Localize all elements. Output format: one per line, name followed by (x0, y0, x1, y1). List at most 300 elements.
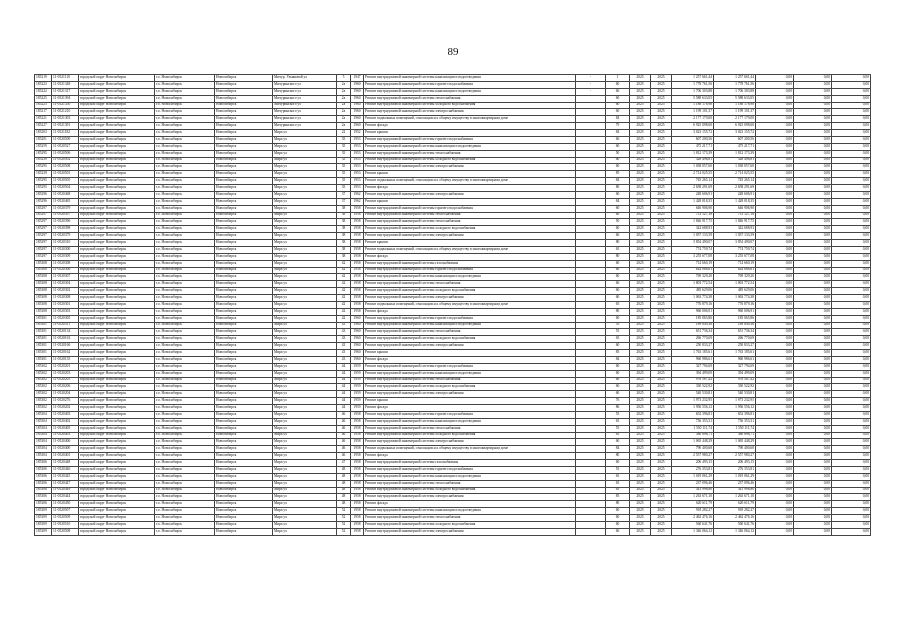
district-cell: городской округ Новосибирск (79, 453, 155, 460)
table-row (35, 336, 871, 343)
end-year-cell: 2025 (651, 178, 672, 185)
fund-c-cell: 0,00 (832, 295, 871, 302)
wear-cell: 60 (606, 288, 630, 295)
fund-a-cell: 0,00 (756, 102, 794, 109)
house-cell: 38 (337, 205, 351, 212)
street-cell: Мира ул (273, 521, 337, 528)
table-row (35, 171, 871, 178)
cost-cell: 1 763 185,61 (672, 350, 714, 357)
wear-cell: 60 (606, 109, 630, 116)
dash-cell (576, 405, 606, 412)
table-row (35, 466, 871, 473)
fund-a-cell: 0,00 (756, 425, 794, 432)
locality-cell: г.о. Новосибирск (155, 233, 215, 240)
code-cell: 11-0520400 (52, 446, 79, 453)
end-year-cell: 2025 (651, 116, 672, 123)
end-year-cell: 2025 (651, 240, 672, 247)
code-cell: 11-0520446 (52, 466, 79, 473)
end-year-cell: 2025 (651, 288, 672, 295)
end-year-cell: 2025 (651, 405, 672, 412)
total-cost-cell: 2 557 980,27 (714, 453, 756, 460)
table-row (35, 480, 871, 487)
street-cell: Мира ул (273, 212, 337, 219)
street-cell: Мира ул (273, 494, 337, 501)
fund-c-cell: 0,00 (832, 81, 871, 88)
total-cost-cell: 736 353,31 (714, 418, 756, 425)
city-cell: Новосибирск (215, 116, 273, 123)
house-cell: 35 (337, 185, 351, 192)
work-type-cell: Ремонт крыши (364, 171, 576, 178)
fund-c-cell: 0,00 (832, 233, 871, 240)
end-year-cell: 2025 (651, 205, 672, 212)
table-row (35, 123, 871, 130)
year-cell: 1962 (351, 191, 364, 198)
work-type-cell: Ремонт внутридомовой инженерной системы электроснабжения (364, 439, 576, 446)
code-cell: 11-0520379 (52, 205, 79, 212)
fund-a-cell: 0,00 (756, 171, 794, 178)
dash-cell (576, 102, 606, 109)
street-cell: Мира ул (273, 260, 337, 267)
work-type-cell: Ремонт внутридомовой инженерной системы электроснабжения (364, 494, 576, 501)
cost-cell: 1 550 111,74 (672, 425, 714, 432)
table-row (35, 439, 871, 446)
locality-cell: г.о. Новосибирск (155, 219, 215, 226)
start-year-cell: 2025 (630, 370, 651, 377)
work-type-cell: Ремонт внутридомовой инженерной системы холодного водоснабжения (364, 521, 576, 528)
fund-a-cell: 0,00 (756, 226, 794, 233)
district-cell: городской округ Новосибирск (79, 322, 155, 329)
id-cell: 185239 (35, 171, 52, 178)
id-cell: 185222 (35, 88, 52, 95)
house-cell: 35 (337, 136, 351, 143)
end-year-cell: 2025 (651, 425, 672, 432)
total-cost-cell: 3 854 490,07 (714, 240, 756, 247)
district-cell: городской округ Новосибирск (79, 439, 155, 446)
year-cell: 1953 (351, 178, 364, 185)
end-year-cell: 2025 (651, 281, 672, 288)
end-year-cell: 2025 (651, 143, 672, 150)
code-cell: 11-0520527 (52, 143, 79, 150)
district-cell: городской округ Новосибирск (79, 191, 155, 198)
locality-cell: г.о. Новосибирск (155, 446, 215, 453)
end-year-cell: 2025 (651, 370, 672, 377)
dash-cell (576, 301, 606, 308)
cost-cell: 237 096,46 (672, 480, 714, 487)
end-year-cell: 2025 (651, 398, 672, 405)
fund-c-cell: 0,00 (832, 501, 871, 508)
dash-cell (576, 109, 606, 116)
fund-c-cell: 0,00 (832, 260, 871, 267)
code-cell: 11-0521350 (52, 102, 79, 109)
locality-cell: г.о. Новосибирск (155, 473, 215, 480)
house-cell: 48 (337, 466, 351, 473)
fund-c-cell: 0,00 (832, 130, 871, 137)
fund-b-cell: 0,00 (794, 102, 832, 109)
id-cell: 185201 (35, 136, 52, 143)
year-cell: 1958 (351, 281, 364, 288)
cost-cell: 3 854 490,07 (672, 240, 714, 247)
city-cell: Новосибирск (215, 288, 273, 295)
work-type-cell: Ремонт фасада (364, 453, 576, 460)
locality-cell: г.о. Новосибирск (155, 185, 215, 192)
end-year-cell: 2025 (651, 185, 672, 192)
table-row (35, 136, 871, 143)
work-type-cell: Ремонт внутридомовой инженерной системы канализации и водоотведения (364, 473, 576, 480)
street-cell: Мира ул (273, 143, 337, 150)
total-cost-cell: 652 396,81 (714, 411, 756, 418)
city-cell: Новосибирск (215, 480, 273, 487)
code-cell: 11-0521348 (52, 81, 79, 88)
table-row (35, 356, 871, 363)
locality-cell: г.о. Новосибирск (155, 95, 215, 102)
table-row (35, 515, 871, 522)
city-cell: Новосибирск (215, 329, 273, 336)
cost-cell: 978 567,42 (672, 377, 714, 384)
year-cell: 1958 (351, 240, 364, 247)
house-cell: 2а (337, 88, 351, 95)
repair-program-table (34, 74, 871, 536)
street-cell: Мира ул (273, 336, 337, 343)
street-cell: Мира ул (273, 185, 337, 192)
city-cell: Новосибирск (215, 453, 273, 460)
fund-b-cell: 0,00 (794, 205, 832, 212)
year-cell: 1958 (351, 466, 364, 473)
cost-cell: 3 255 677,08 (672, 253, 714, 260)
work-type-cell: Ремонт внутридомовой инженерной системы холодного водоснабжения (364, 336, 576, 343)
cost-cell: 1 346 064,12 (672, 528, 714, 535)
cost-cell: 2 557 980,27 (672, 453, 714, 460)
id-cell: 185308 (35, 295, 52, 302)
total-cost-cell: 978 567,42 (714, 377, 756, 384)
city-cell: Новосибирск (215, 370, 273, 377)
locality-cell: г.о. Новосибирск (155, 432, 215, 439)
end-year-cell: 2025 (651, 460, 672, 467)
total-cost-cell: 327 794,69 (714, 363, 756, 370)
table-row (35, 350, 871, 357)
fund-c-cell: 0,00 (832, 205, 871, 212)
cost-cell: 330 522,92 (672, 384, 714, 391)
fund-a-cell: 0,00 (756, 473, 794, 480)
table-row (35, 88, 871, 95)
dash-cell: - (576, 75, 606, 82)
start-year-cell: 2025 (630, 274, 651, 281)
total-cost-cell: 341 996,80 (714, 487, 756, 494)
start-year-cell: 2025 (630, 391, 651, 398)
fund-c-cell: 0,00 (832, 473, 871, 480)
locality-cell: г.о. Новосибирск (155, 150, 215, 157)
fund-b-cell: 0,00 (794, 191, 832, 198)
house-cell: 44 (337, 370, 351, 377)
year-cell: 1958 (351, 453, 364, 460)
cost-cell: 327 794,69 (672, 363, 714, 370)
fund-c-cell: 0,00 (832, 164, 871, 171)
id-cell: 185309 (35, 508, 52, 515)
fund-a-cell: 0,00 (756, 157, 794, 164)
cost-cell: 2 177 179,00 (672, 116, 714, 123)
dash-cell (576, 136, 606, 143)
id-cell: 185301 (35, 315, 52, 322)
id-cell: 185306 (35, 473, 52, 480)
house-cell: 46 (337, 439, 351, 446)
table-row (35, 157, 871, 164)
locality-cell: г.о. Новосибирск (155, 343, 215, 350)
wear-cell: 55 (606, 466, 630, 473)
table-row (35, 288, 871, 295)
work-type-cell: Ремонт фасада (364, 123, 576, 130)
district-cell: городской округ Новосибирск (79, 136, 155, 143)
year-cell: 1960 (351, 88, 364, 95)
total-cost-cell: 776 879,16 (714, 301, 756, 308)
house-cell: 44 (337, 398, 351, 405)
locality-cell: г.о. Новосибирск (155, 453, 215, 460)
end-year-cell: 2025 (651, 109, 672, 116)
street-cell: Мичуринского ул (273, 95, 337, 102)
cost-cell: 276 353,81 (672, 466, 714, 473)
district-cell: городской округ Новосибирск (79, 157, 155, 164)
total-cost-cell: 485 629,06 (714, 288, 756, 295)
wear-cell: 60 (606, 528, 630, 535)
house-cell: 42 (337, 267, 351, 274)
year-cell: 1958 (351, 515, 364, 522)
fund-c-cell: 0,00 (832, 178, 871, 185)
table-row (35, 398, 871, 405)
fund-a-cell: 0,00 (756, 191, 794, 198)
wear-cell: 55 (606, 411, 630, 418)
fund-b-cell: 0,00 (794, 150, 832, 157)
code-cell: 11-0520304 (52, 281, 79, 288)
work-type-cell: Ремонт внутридомовой инженерной системы теплоснабжения (364, 480, 576, 487)
total-cost-cell: 960 986,61 (714, 356, 756, 363)
district-cell: городской округ Новосибирск (79, 480, 155, 487)
cost-cell: 1 973 232,95 (672, 398, 714, 405)
code-cell: 11-0520306 (52, 267, 79, 274)
city-cell: Новосибирск (215, 205, 273, 212)
fund-a-cell: 0,00 (756, 329, 794, 336)
street-cell: Мира ул (273, 480, 337, 487)
code-cell: 11-0520163 (52, 336, 79, 343)
district-cell: городской округ Новосибирск (79, 260, 155, 267)
table-row (35, 446, 871, 453)
fund-a-cell: 0,00 (756, 81, 794, 88)
wear-cell: 60 (606, 95, 630, 102)
year-cell: 1960 (351, 336, 364, 343)
street-cell: Мира ул (273, 219, 337, 226)
end-year-cell: 2025 (651, 246, 672, 253)
total-cost-cell: 1 199 101,37 (714, 109, 756, 116)
street-cell: Мира ул (273, 191, 337, 198)
total-cost-cell: 745 265,14 (714, 178, 756, 185)
fund-c-cell: 0,00 (832, 136, 871, 143)
fund-b-cell: 0,00 (794, 130, 832, 137)
street-cell: Мира ул (273, 398, 337, 405)
fund-c-cell: 0,00 (832, 487, 871, 494)
table-row (35, 185, 871, 192)
district-cell: городской округ Новосибирск (79, 281, 155, 288)
table-row (35, 260, 871, 267)
end-year-cell: 2025 (651, 487, 672, 494)
start-year-cell: 2025 (630, 171, 651, 178)
fund-b-cell: 0,00 (794, 418, 832, 425)
house-cell: 44 (337, 377, 351, 384)
fund-c-cell: 0,00 (832, 460, 871, 467)
house-cell: 38 (337, 246, 351, 253)
id-cell: 185308 (35, 301, 52, 308)
district-cell: городской округ Новосибирск (79, 363, 155, 370)
dash-cell (576, 473, 606, 480)
total-cost-cell: 1 846 917,75 (714, 219, 756, 226)
year-cell: 1953 (351, 157, 364, 164)
table-row (35, 240, 871, 247)
locality-cell: г.о. Новосибирск (155, 329, 215, 336)
start-year-cell: 2025 (630, 185, 651, 192)
code-cell: 11-0520307 (52, 274, 79, 281)
fund-b-cell: 0,00 (794, 494, 832, 501)
street-cell: Мира ул (273, 350, 337, 357)
house-cell: 44 (337, 391, 351, 398)
district-cell: городской округ Новосибирск (79, 240, 155, 247)
street-cell: Мира ул (273, 473, 337, 480)
fund-c-cell: 0,00 (832, 336, 871, 343)
end-year-cell: 2025 (651, 418, 672, 425)
work-type-cell: Ремонт внутридомовой инженерной системы теплоснабжения (364, 425, 576, 432)
work-type-cell: Ремонт внутридомовой инженерной системы электроснабжения (364, 164, 576, 171)
dash-cell (576, 425, 606, 432)
end-year-cell: 2025 (651, 150, 672, 157)
city-cell: Новосибирск (215, 226, 273, 233)
dash-cell (576, 501, 606, 508)
street-cell: Мира ул (273, 246, 337, 253)
start-year-cell: 2025 (630, 343, 651, 350)
end-year-cell: 2025 (651, 494, 672, 501)
total-cost-cell: 3 255 677,08 (714, 253, 756, 260)
wear-cell: 60 (606, 363, 630, 370)
house-cell: 46 (337, 411, 351, 418)
id-cell: 185304 (35, 453, 52, 460)
table-row (35, 233, 871, 240)
dash-cell (576, 191, 606, 198)
street-cell: Мира ул (273, 178, 337, 185)
wear-cell: 65 (606, 480, 630, 487)
code-cell: 11-0521317 (52, 88, 79, 95)
fund-a-cell: 0,00 (756, 185, 794, 192)
cost-cell: 1 199 101,37 (672, 109, 714, 116)
street-cell: Мира ул (273, 288, 337, 295)
start-year-cell: 2025 (630, 356, 651, 363)
house-cell: 42 (337, 315, 351, 322)
total-cost-cell: 1 065 448,29 (714, 439, 756, 446)
district-cell: городской округ Новосибирск (79, 308, 155, 315)
house-cell: 43 (337, 350, 351, 357)
end-year-cell: 2025 (651, 75, 672, 82)
id-cell: 185223 (35, 102, 52, 109)
code-cell: 11-0520507 (52, 508, 79, 515)
start-year-cell: 2025 (630, 88, 651, 95)
end-year-cell: 2025 (651, 102, 672, 109)
id-cell: 185304 (35, 418, 52, 425)
fund-a-cell: 0,00 (756, 205, 794, 212)
code-cell: 11-0521210 (52, 109, 79, 116)
city-cell: Новосибирск (215, 274, 273, 281)
house-cell: 43 (337, 336, 351, 343)
wear-cell: 84 (606, 116, 630, 123)
city-cell: Новосибирск (215, 178, 273, 185)
dash-cell (576, 322, 606, 329)
start-year-cell: 2025 (630, 109, 651, 116)
id-cell: 185301 (35, 350, 52, 357)
fund-c-cell: 0,00 (832, 528, 871, 535)
year-cell: 1960 (351, 315, 364, 322)
city-cell: Новосибирск (215, 425, 273, 432)
city-cell: Новосибирск (215, 157, 273, 164)
code-cell: 11-0520503 (52, 171, 79, 178)
cost-cell: 341 996,80 (672, 487, 714, 494)
fund-b-cell: 0,00 (794, 81, 832, 88)
total-cost-cell: 248 606,91 (714, 191, 756, 198)
cost-cell: 1 019 061,29 (672, 473, 714, 480)
year-cell: 1958 (351, 233, 364, 240)
total-cost-cell: 1 778 761,56 (714, 81, 756, 88)
locality-cell: г.о. Новосибирск (155, 164, 215, 171)
id-cell: 185302 (35, 370, 52, 377)
cost-cell: 3 023 155,72 (672, 130, 714, 137)
cost-cell: 1 803 772,54 (672, 281, 714, 288)
start-year-cell: 2025 (630, 418, 651, 425)
code-cell: 11-0520308 (52, 260, 79, 267)
city-cell: Новосибирск (215, 356, 273, 363)
fund-b-cell: 0,00 (794, 515, 832, 522)
table-row (35, 130, 871, 137)
district-cell: городской округ Новосибирск (79, 171, 155, 178)
fund-a-cell: 0,00 (756, 494, 794, 501)
dash-cell (576, 398, 606, 405)
house-cell: 43 (337, 343, 351, 350)
house-cell: 38 (337, 212, 351, 219)
fund-c-cell: 0,00 (832, 405, 871, 412)
code-cell: 11-0520202 (52, 405, 79, 412)
table-row (35, 315, 871, 322)
end-year-cell: 2025 (651, 274, 672, 281)
house-cell: 43 (337, 322, 351, 329)
total-cost-cell: 189 849,36 (714, 322, 756, 329)
start-year-cell: 2025 (630, 191, 651, 198)
district-cell: городской округ Новосибирск (79, 336, 155, 343)
district-cell: городской округ Новосибирск (79, 350, 155, 357)
fund-a-cell: 0,00 (756, 487, 794, 494)
total-cost-cell: 651 736,34 (714, 329, 756, 336)
street-cell: Мира ул (273, 508, 337, 515)
id-cell: 185302 (35, 377, 52, 384)
fund-a-cell: 0,00 (756, 301, 794, 308)
code-cell: 11-0520505 (52, 178, 79, 185)
wear-cell: 65 (606, 487, 630, 494)
id-cell: 185259 (35, 143, 52, 150)
end-year-cell: 2025 (651, 480, 672, 487)
fund-b-cell: 0,00 (794, 253, 832, 260)
locality-cell: г.о. Новосибирск (155, 102, 215, 109)
district-cell: городской округ Новосибирск (79, 219, 155, 226)
total-cost-cell: 714 660,19 (714, 260, 756, 267)
work-type-cell: Ремонт внутридомовой инженерной системы газоснабжения (364, 460, 576, 467)
city-cell: Новосибирск (215, 350, 273, 357)
year-cell: 1960 (351, 123, 364, 130)
fund-b-cell: 0,00 (794, 281, 832, 288)
locality-cell: г.о. Новосибирск (155, 466, 215, 473)
fund-b-cell: 0,00 (794, 198, 832, 205)
id-cell: 185295 (35, 164, 52, 171)
fund-a-cell: 0,00 (756, 432, 794, 439)
id-cell: 185304 (35, 446, 52, 453)
street-cell: Мира ул (273, 301, 337, 308)
